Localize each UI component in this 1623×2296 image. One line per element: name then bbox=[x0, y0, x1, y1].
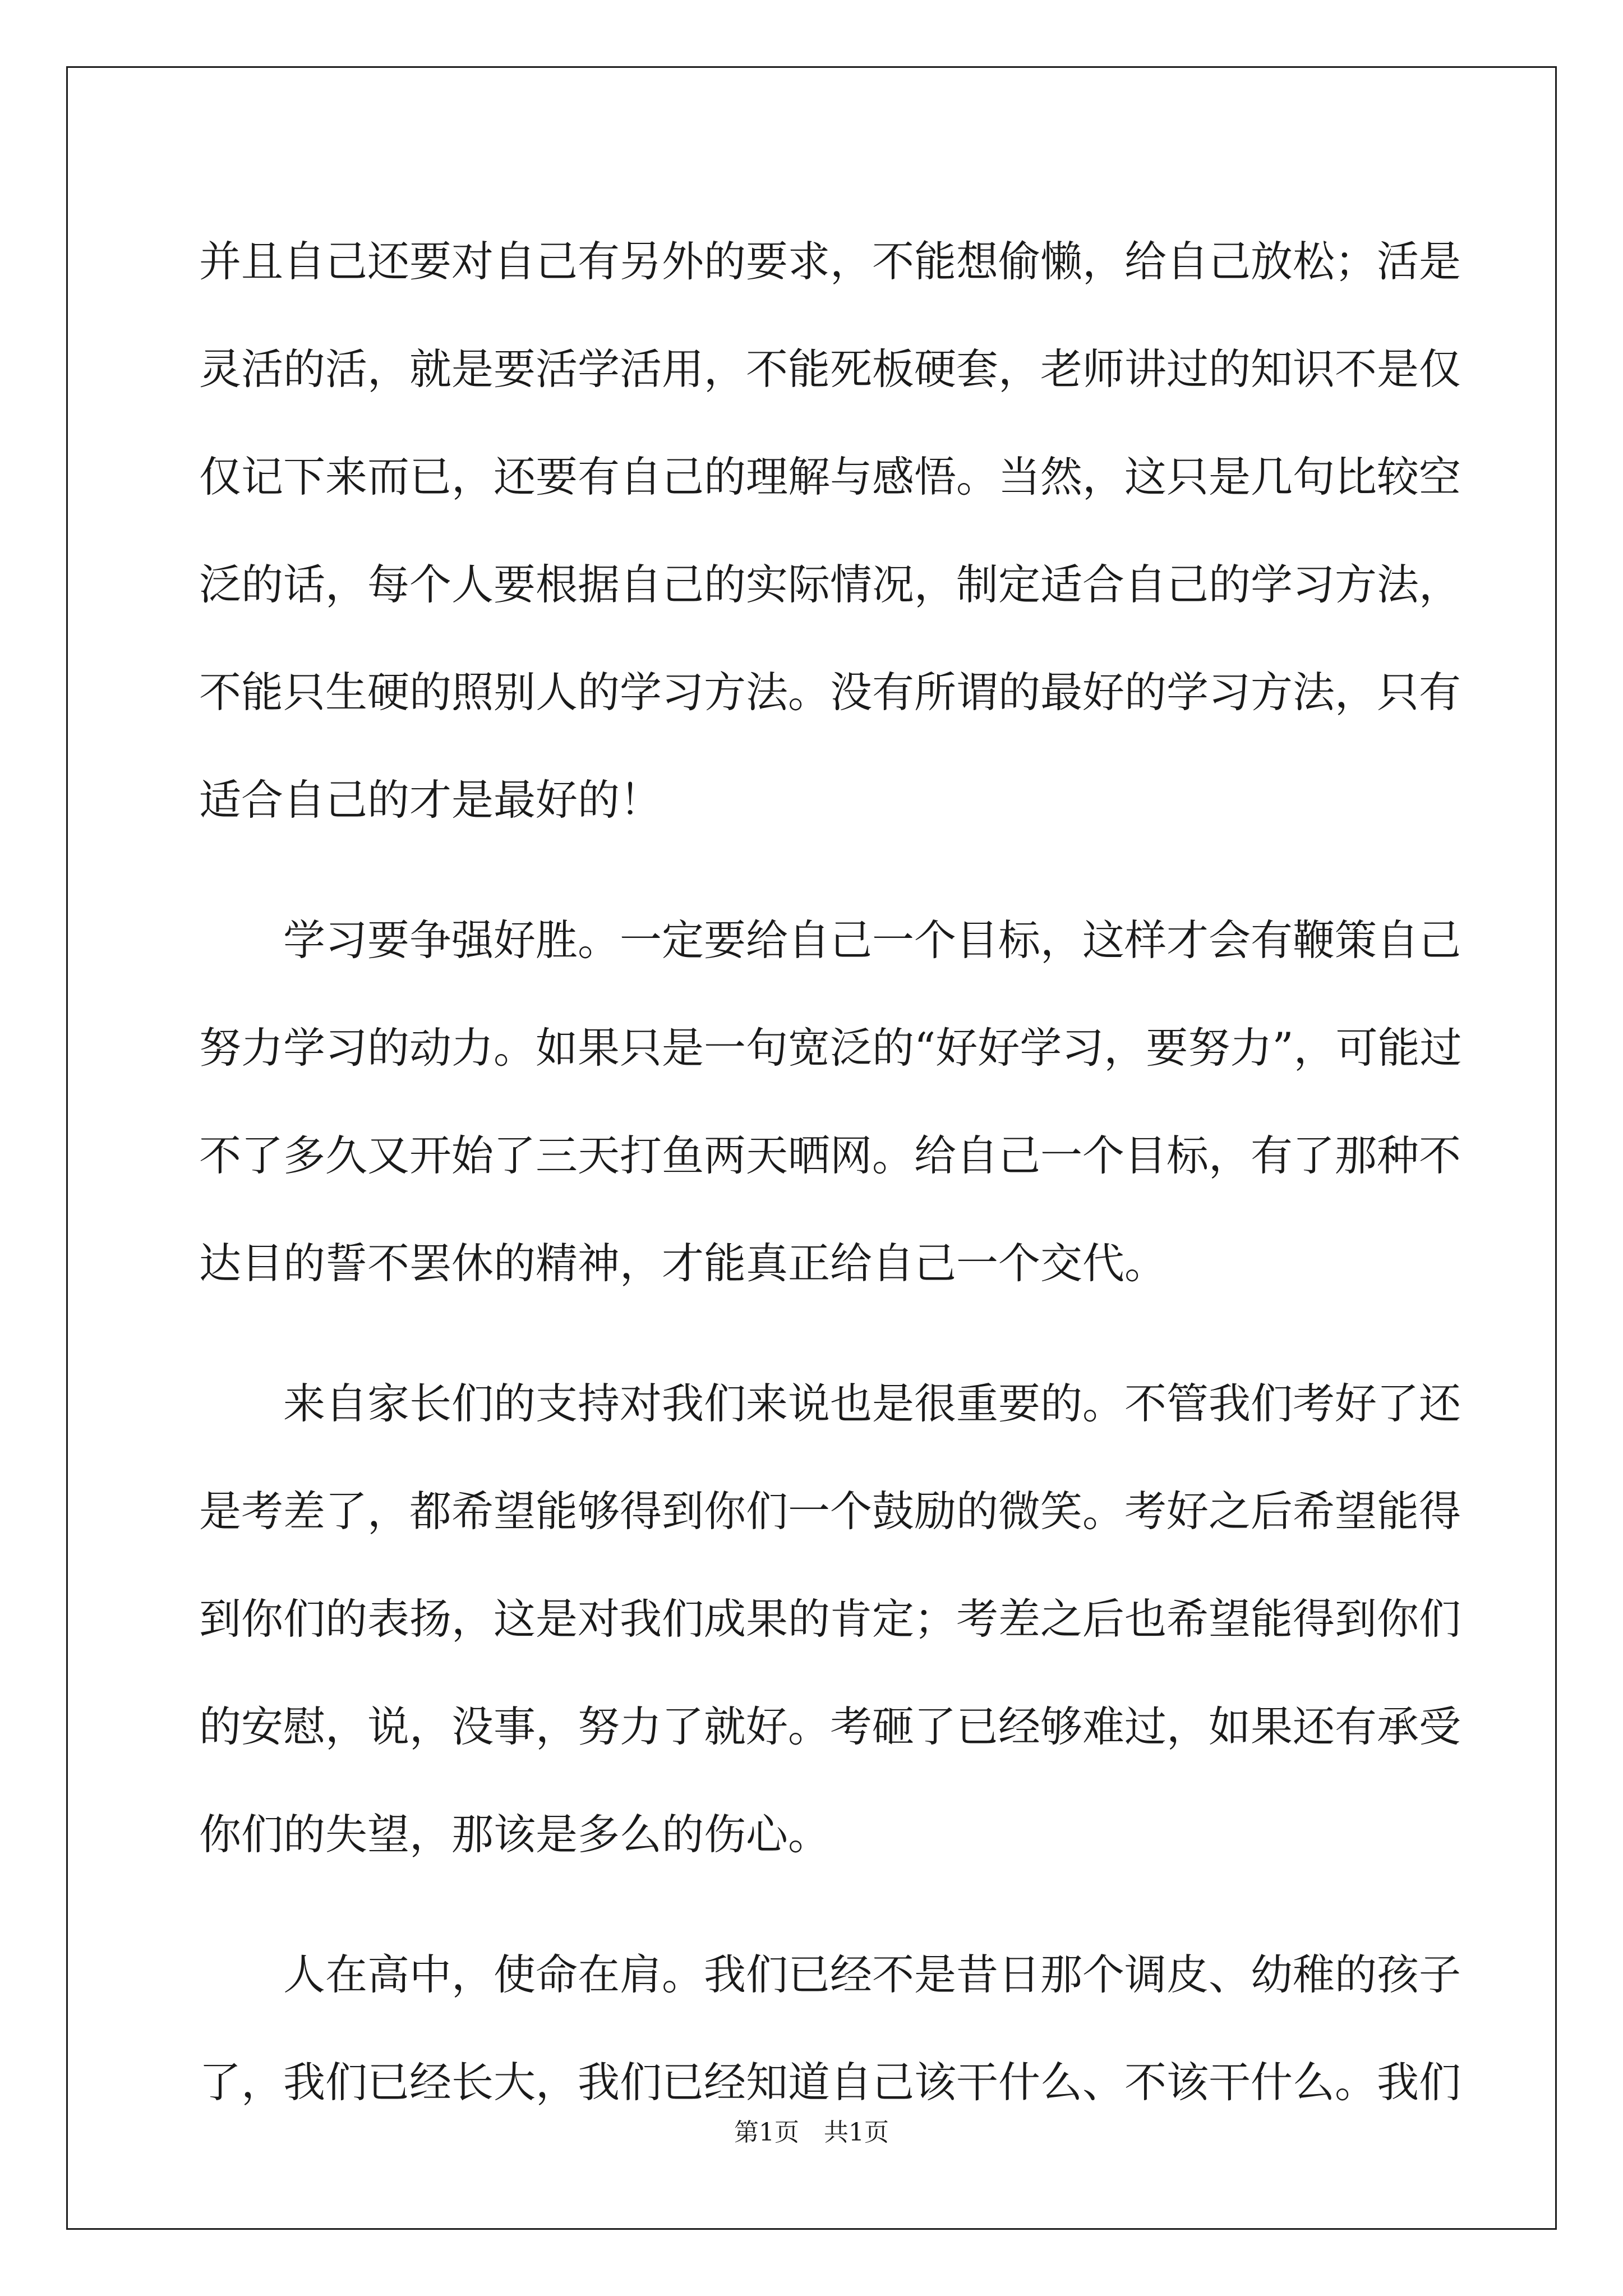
text-line: 到你们的表扬，这是对我们成果的肯定；考差之后也希望能得到你们 bbox=[199, 1594, 1461, 1644]
document-body bbox=[199, 208, 1462, 2136]
paragraph-2 bbox=[199, 886, 1462, 1317]
paragraph-3 bbox=[199, 1350, 1461, 1888]
text-line: 人在高中，使命在肩。我们已经不是昔日那个调皮、幼稚的孩子 bbox=[283, 1950, 1461, 1999]
text-line: 努力学习的动力。如果只是一句宽泛的“好好学习，要努力”，可能过 bbox=[199, 1023, 1462, 1073]
text-line: 是考差了，都希望能够得到你们一个鼓励的微笑。考好之后希望能得 bbox=[199, 1487, 1461, 1536]
text-line: 适合自己的才是最好的！ bbox=[199, 775, 662, 825]
paragraph-4 bbox=[199, 1921, 1461, 2136]
text-line: 仅记下来而已，还要有自己的理解与感悟。当然，这只是几句比较空 bbox=[199, 452, 1461, 501]
text-line: 不了多久又开始了三天打鱼两天晒网。给自己一个目标，有了那种不 bbox=[199, 1131, 1461, 1180]
text-line: 学习要争强好胜。一定要给自己一个目标，这样才会有鞭策自己 bbox=[283, 915, 1461, 965]
text-line: 并且自己还要对自己有另外的要求，不能想偷懒，给自己放松；活是 bbox=[199, 237, 1461, 286]
text-line: 的安慰，说，没事，努力了就好。考砸了已经够难过，如果还有承受 bbox=[199, 1702, 1461, 1751]
text-line: 灵活的活，就是要活学活用，不能死板硬套，老师讲过的知识不是仅 bbox=[199, 344, 1461, 394]
page-number-footer: 第1页 共1页 bbox=[734, 2118, 889, 2147]
text-line: 不能只生硬的照别人的学习方法。没有所谓的最好的学习方法，只有 bbox=[199, 668, 1461, 717]
text-line: 了，我们已经长大，我们已经知道自己该干什么、不该干什么。我们 bbox=[199, 2058, 1461, 2107]
text-line: 来自家长们的支持对我们来说也是很重要的。不管我们考好了还 bbox=[283, 1379, 1461, 1428]
text-line: 你们的失望，那该是多么的伤心。 bbox=[199, 1810, 831, 1859]
paragraph-1 bbox=[199, 208, 1461, 854]
text-line: 泛的话，每个人要根据自己的实际情况，制定适合自己的学习方法， bbox=[199, 560, 1461, 609]
text-line: 达目的誓不罢休的精神，才能真正给自己一个交代。 bbox=[199, 1239, 1167, 1288]
